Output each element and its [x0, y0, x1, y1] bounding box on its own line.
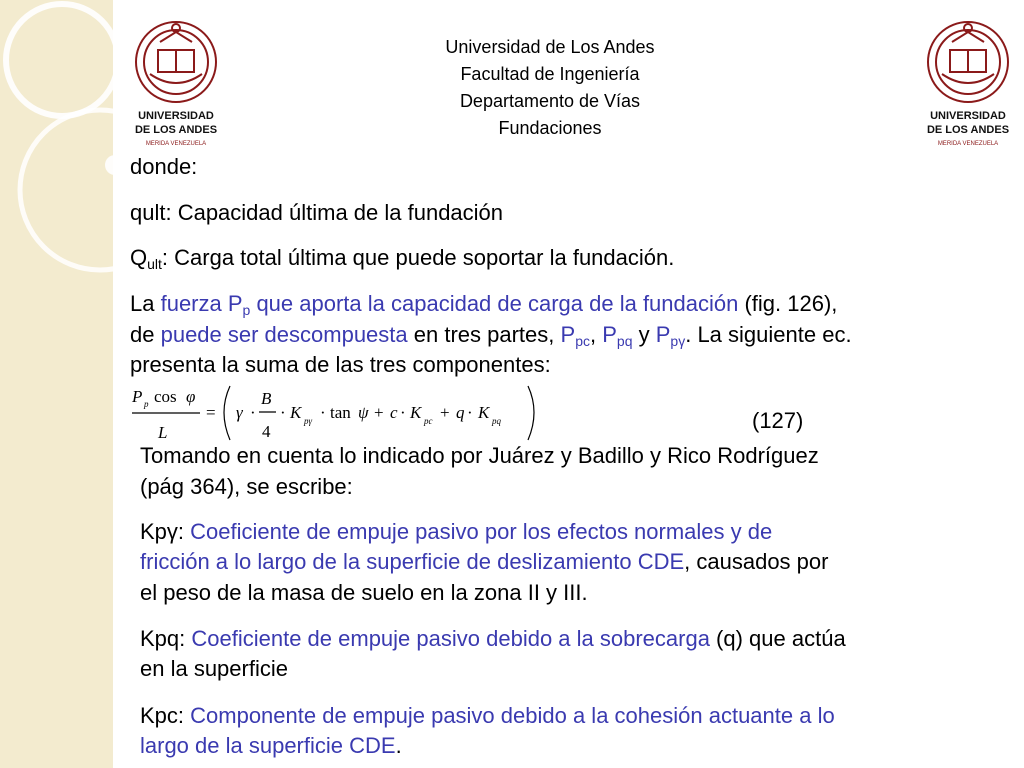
svg-text:pq: pq	[492, 416, 501, 426]
svg-text:pc: pc	[424, 416, 433, 426]
svg-text:DE LOS ANDES: DE LOS ANDES	[926, 124, 1010, 136]
svg-text:p: p	[144, 399, 149, 409]
header-faculty: Facultad de Ingeniería	[460, 64, 640, 84]
svg-text:cos: cos	[154, 387, 177, 406]
svg-text:P: P	[132, 387, 143, 406]
text-paragraph-line2: de puede ser descompuesta en tres partes, $P_{pc}$, $P_{pq}$ y $P_{p\gamma}$. La siguiente ec.	[130, 322, 852, 349]
svg-text:MERIDA VENEZUELA: MERIDA VENEZUELA	[145, 141, 207, 147]
text-donde: donde:	[130, 154, 198, 179]
decorative-sidebar	[0, 0, 113, 768]
text-kpc-line1: Kpc: Componente de empuje pasivo debido a la cohesión actuante a lo	[140, 703, 835, 728]
svg-text:·: ·	[467, 403, 473, 422]
text-kpq-line1: Kpq: Coeficiente de empuje pasivo debido a la sobrecarga (q) que actúa	[140, 626, 846, 651]
svg-text:MERIDA VENEZUELA: MERIDA VENEZUELA	[937, 141, 999, 147]
equation-127	[130, 380, 550, 444]
svg-text:·: ·	[400, 403, 406, 422]
text-kpg-line3: el peso de la masa de suelo en la zona II y III.	[140, 580, 588, 605]
svg-text:c: c	[390, 403, 398, 422]
university-logo-left	[130, 12, 222, 152]
svg-text:φ: φ	[186, 387, 196, 406]
text-kpq-line2: en la superficie	[140, 656, 288, 681]
equation-number: (127)	[752, 408, 804, 433]
svg-text:DE LOS ANDES: DE LOS ANDES	[134, 124, 218, 136]
svg-text:·: ·	[280, 403, 286, 422]
svg-text:·: ·	[320, 403, 326, 422]
svg-text:K: K	[478, 403, 490, 422]
svg-text:pγ: pγ	[304, 416, 313, 426]
svg-text:ψ: ψ	[358, 403, 369, 422]
text-kpg-line2: fricción a lo largo de la superficie de deslizamiento CDE, causados por	[140, 549, 829, 574]
text-kpg-line1: Kpγ: Coeficiente de empuje pasivo por los efectos normales y de	[140, 519, 773, 544]
slide-header	[390, 34, 710, 142]
svg-text:γ: γ	[236, 403, 243, 422]
svg-text:UNIVERSIDAD: UNIVERSIDAD	[930, 110, 1006, 122]
svg-text:+: +	[374, 403, 384, 422]
text-kpc-line2: largo de la superficie CDE.	[140, 733, 402, 758]
text-qult: qult: Capacidad última de la fundación	[130, 200, 504, 225]
svg-text:4: 4	[262, 422, 271, 441]
header-department: Departamento de Vías	[459, 91, 641, 111]
svg-text:+: +	[440, 403, 450, 422]
svg-text:q: q	[456, 403, 465, 422]
svg-text:B: B	[261, 389, 272, 408]
svg-text:K: K	[290, 403, 302, 422]
text-Qult: $Q_{ult}$: Carga total última que puede soportar la fundación.	[130, 245, 675, 272]
university-logo-right	[922, 12, 1014, 152]
svg-text:K: K	[410, 403, 422, 422]
header-university: Universidad de Los Andes	[445, 37, 655, 57]
text-paragraph-line1: La fuerza $P_p$ que aporta la capacidad de carga de la fundación (fig. 126),	[130, 291, 838, 318]
header-course: Fundaciones	[498, 118, 602, 138]
text-tomando-line2: (pág 364), se escribe:	[140, 474, 353, 499]
svg-text:·: ·	[250, 403, 256, 422]
text-tomando-line1: Tomando en cuenta lo indicado por Juárez y Badillo y Rico Rodríguez	[140, 443, 819, 468]
svg-text:=: =	[206, 403, 216, 422]
svg-text:UNIVERSIDAD: UNIVERSIDAD	[138, 110, 214, 122]
text-paragraph-line3: presenta la suma de las tres componentes:	[130, 352, 551, 377]
svg-text:L: L	[158, 423, 168, 442]
svg-text:tan: tan	[330, 403, 351, 422]
